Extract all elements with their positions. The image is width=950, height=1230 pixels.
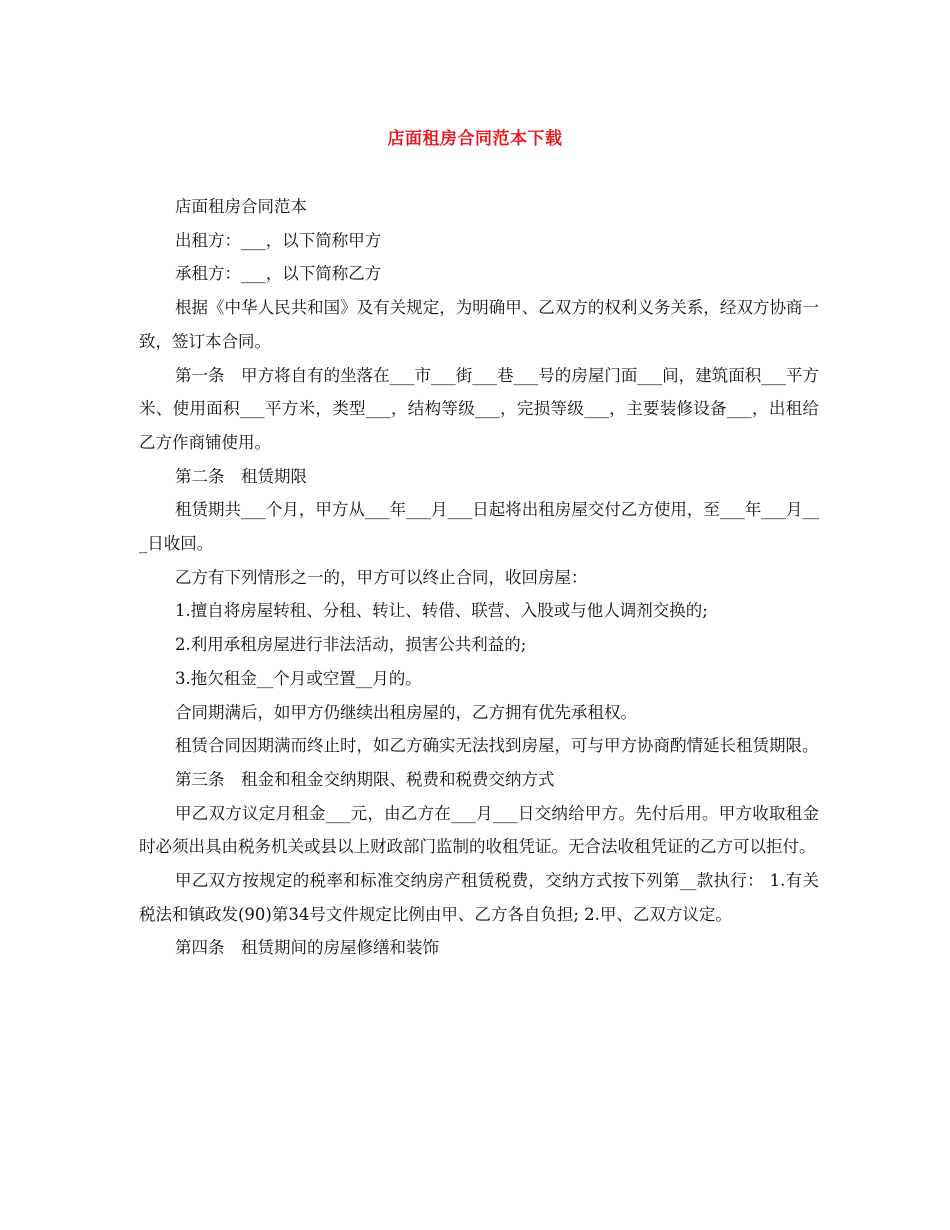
paragraph: 第二条 租赁期限 — [175, 466, 307, 486]
paragraph: 第一条 甲方将自有的坐落在___市___街___巷___号的房屋门面___间，建筑面积___平方米、使用面积___平方米，类型___，结构等级___，完损等级___，主要装修设备___，出租给乙方作商铺使用。 — [139, 365, 819, 452]
paragraph: 甲乙双方按规定的税率和标准交纳房产租赁税费，交纳方式按下列第__款执行： 1.有关税法和镇政发(90)第34号文件规定比例由甲、乙方各自负担; 2.甲、乙双方议定。 — [139, 871, 819, 924]
paragraph: 承租方：___，以下简称乙方 — [175, 264, 382, 284]
paragraph: 1.擅自将房屋转租、分租、转让、转借、联营、入股或与他人调剂交换的; — [175, 601, 708, 621]
paragraph: 租赁期共___个月，甲方从___年___月___日起将出租房屋交付乙方使用，至___年___月___日收回。 — [139, 500, 819, 554]
document-title: 店面租房合同范本下载 — [387, 129, 563, 149]
paragraph: 店面租房合同范本 — [175, 197, 307, 216]
paragraph: 甲乙双方议定月租金___元，由乙方在___月___日交纳给甲方。先付后用。甲方收取租金时必须出具由税务机关或县以上财政部门监制的收租凭证。无合法收租凭证的乙方可以拒付。 — [139, 803, 819, 857]
paragraph: 第四条 租赁期间的房屋修缮和装饰 — [175, 938, 439, 958]
document-body — [139, 190, 819, 965]
paragraph: 乙方有下列情形之一的，甲方可以终止合同，收回房屋： — [175, 567, 588, 587]
paragraph: 合同期满后，如甲方仍继续出租房屋的，乙方拥有优先承租权。 — [175, 702, 637, 722]
paragraph: 第三条 租金和租金交纳期限、税费和税费交纳方式 — [175, 769, 555, 789]
paragraph: 出租方：___，以下简称甲方 — [175, 230, 382, 250]
paragraph: 租赁合同因期满而终止时，如乙方确实无法找到房屋，可与甲方协商酌情延长租赁期限。 — [175, 736, 819, 756]
paragraph: 根据《中华人民共和国》及有关规定，为明确甲、乙双方的权利义务关系，经双方协商一致，签订本合同。 — [139, 298, 819, 351]
paragraph: 3.拖欠租金__个月或空置__月的。 — [175, 668, 422, 688]
paragraph: 2.利用承租房屋进行非法活动，损害公共利益的; — [175, 635, 527, 655]
